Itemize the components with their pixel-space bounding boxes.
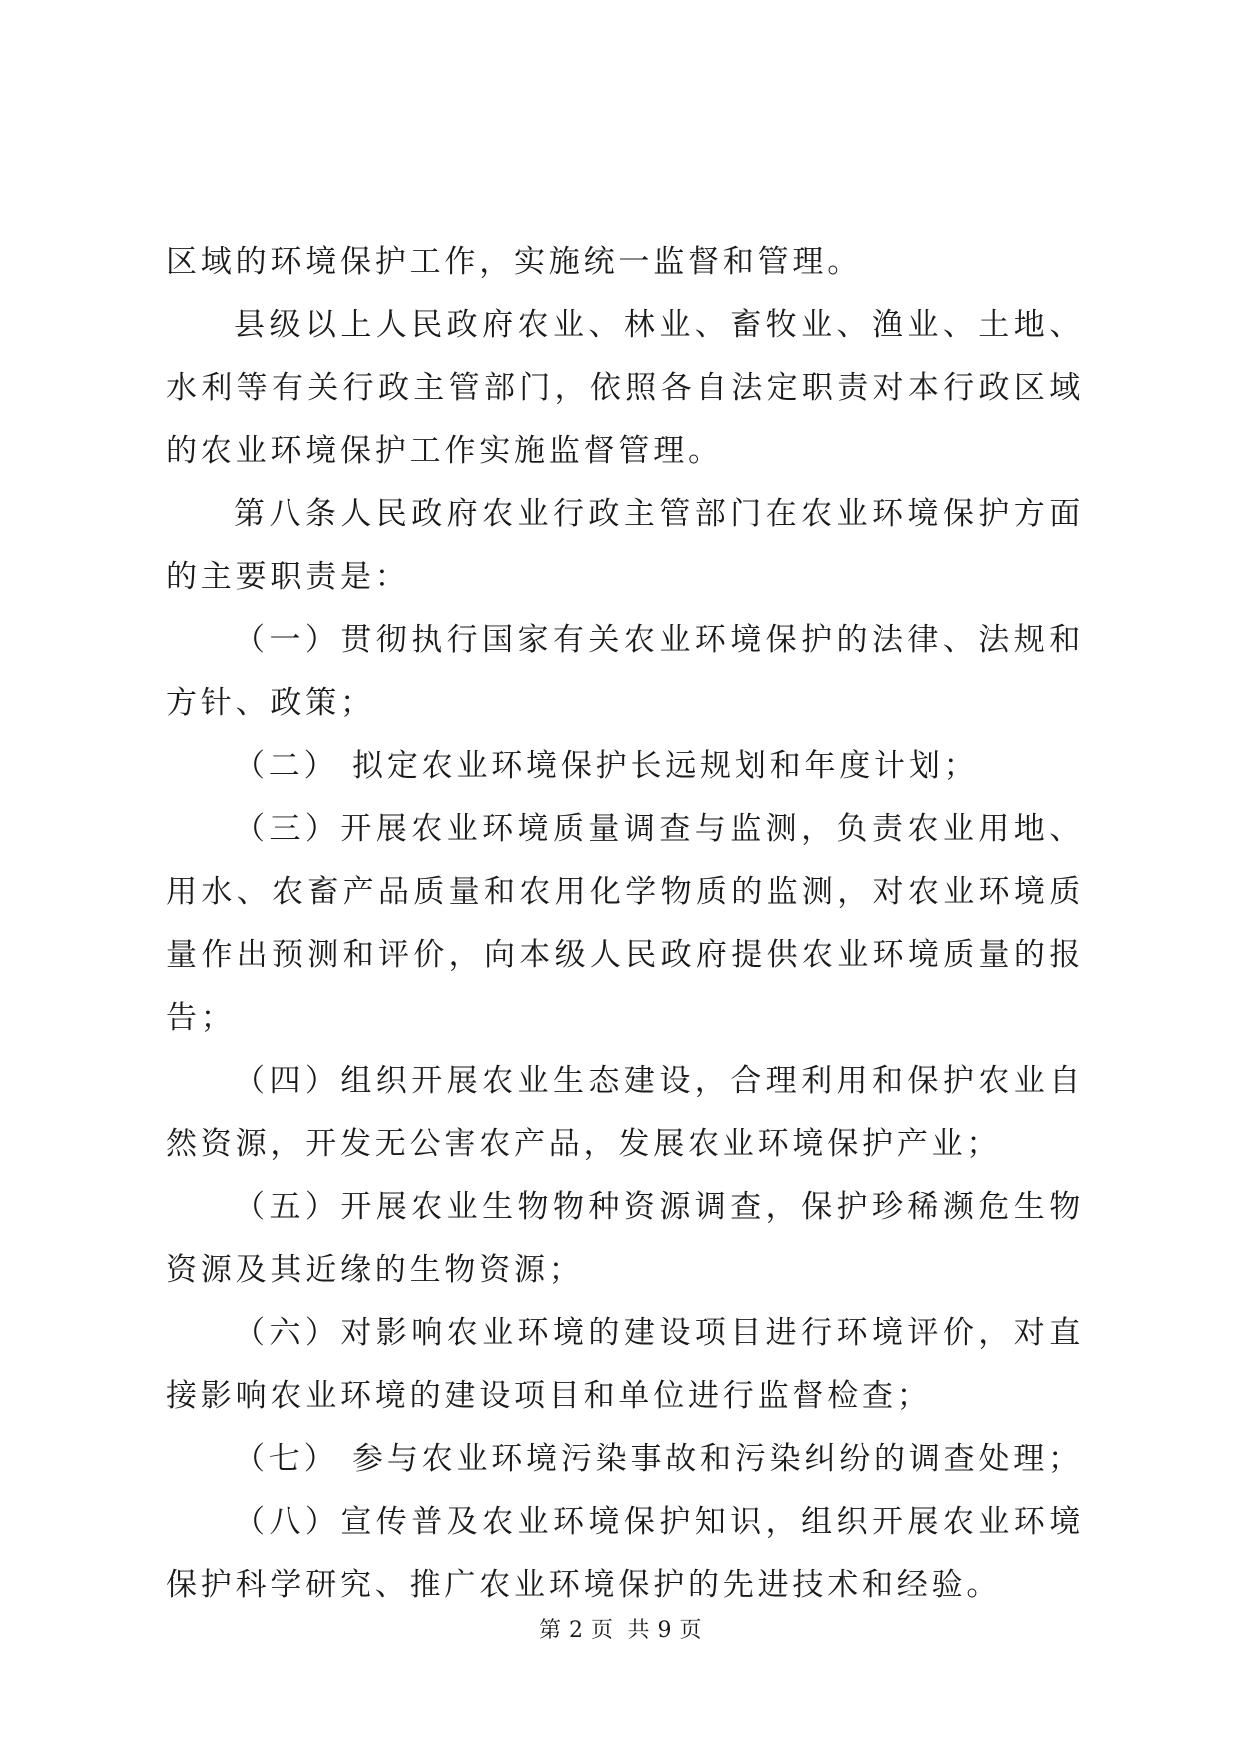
list-item-8: （八）宣传普及农业环境保护知识，组织开展农业环境保护科学研究、推广农业环境保护的先进技术和经验。 [166, 1504, 1084, 1603]
document-body [166, 231, 1084, 1617]
list-item-4: （四）组织开展农业生态建设，合理利用和保护农业自然资源，开发无公害农产品，发展农业环境保护产业； [166, 1063, 1084, 1162]
page-total: 共 9 页 [627, 1618, 702, 1643]
paragraph-continuation: 区域的环境保护工作，实施统一监督和管理。 [166, 244, 862, 280]
article-eight-heading: 第八条人民政府农业行政主管部门在农业环境保护方面的主要职责是： [166, 496, 1084, 595]
paragraph: 县级以上人民政府农业、林业、畜牧业、渔业、土地、水利等有关行政主管部门，依照各自法定职责对本行政区域的农业环境保护工作实施监督管理。 [166, 307, 1084, 469]
page-number: 第 2 页 [539, 1618, 614, 1643]
list-item-3: （三）开展农业环境质量调查与监测，负责农业用地、用水、农畜产品质量和农用化学物质的监测，对农业环境质量作出预测和评价，向本级人民政府提供农业环境质量的报告； [166, 811, 1084, 1036]
list-item-6: （六）对影响农业环境的建设项目进行环境评价，对直接影响农业环境的建设项目和单位进行监督检查； [166, 1315, 1084, 1414]
list-item-1: （一）贯彻执行国家有关农业环境保护的法律、法规和方针、政策； [166, 622, 1084, 721]
list-item-5: （五）开展农业生物物种资源调查，保护珍稀濒危生物资源及其近缘的生物资源； [166, 1189, 1084, 1288]
list-item-2: （二） 拟定农业环境保护长远规划和年度计划； [234, 748, 979, 784]
page-footer [0, 1616, 1241, 1646]
list-item-7: （七） 参与农业环境污染事故和污染纠纷的调查处理； [234, 1441, 1083, 1477]
